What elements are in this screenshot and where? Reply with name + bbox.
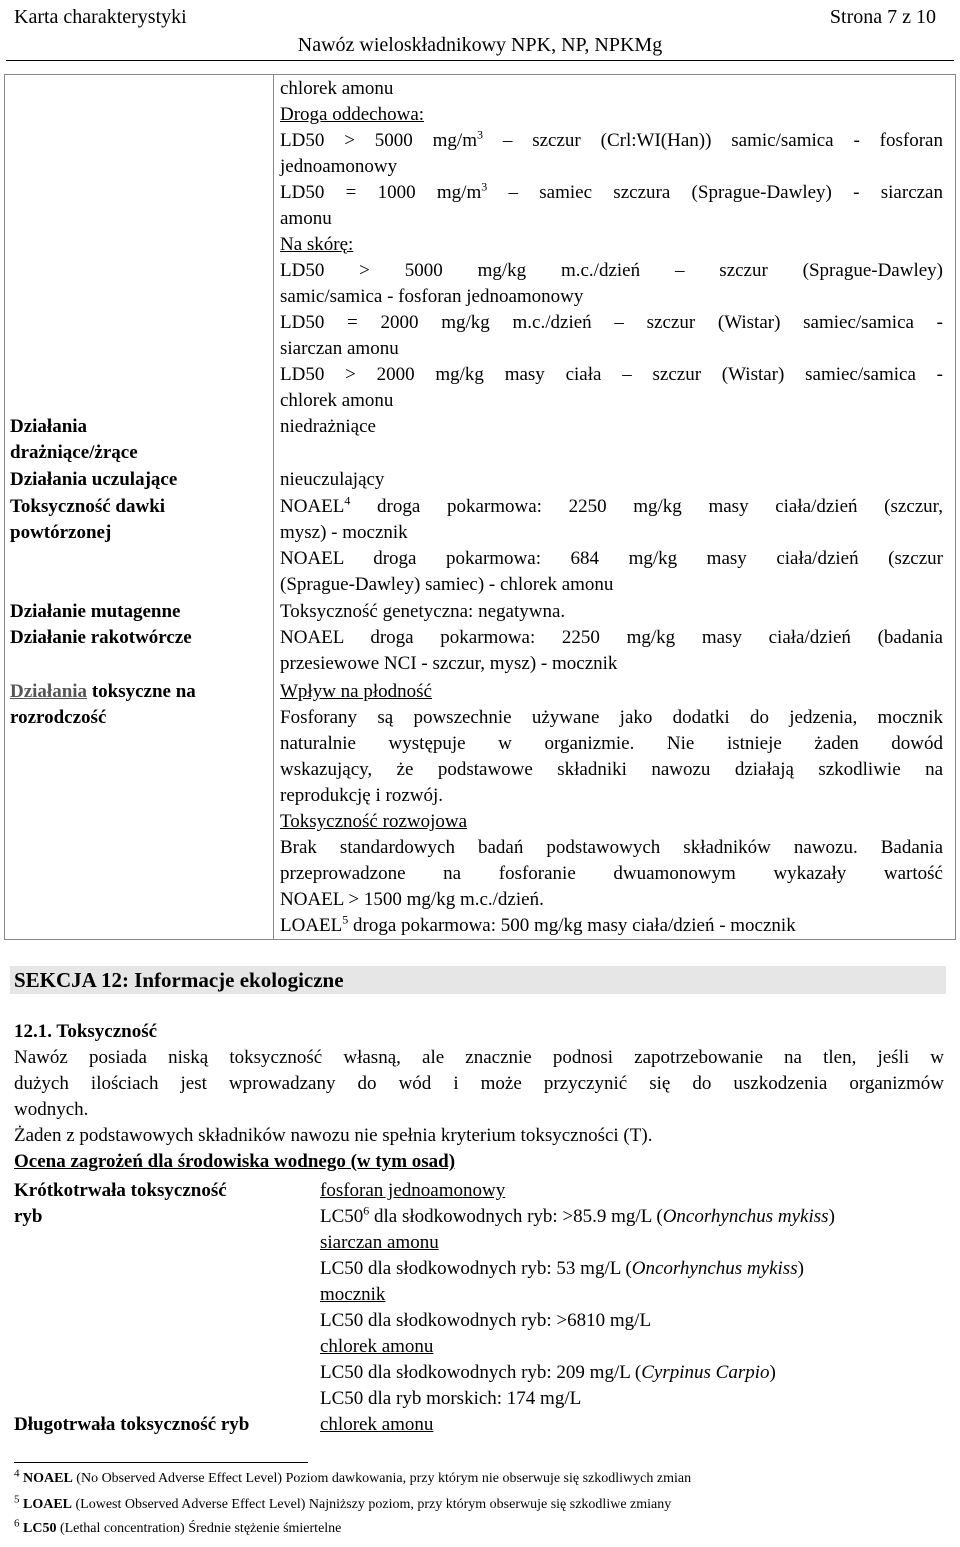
- text-line: Żaden z podstawowych składników nawozu nie spełnia kryterium toksyczności (T).: [14, 1125, 653, 1146]
- text-line: przesiewowe NCI - szczur, mysz) - mocznik: [280, 653, 618, 674]
- text-line: Fosforany są powszechnie używane jako dodatki do jedzenia, mocznik: [280, 707, 943, 728]
- text-line: LC50 dla słodkowodnych ryb: >6810 mg/L: [320, 1310, 652, 1331]
- text-line: mysz) - mocznik: [280, 522, 408, 543]
- carcinogenicity-label: Działanie rakotwórcze: [10, 627, 192, 648]
- page-number: Strona 7 z 10: [829, 6, 936, 28]
- irritation-label: Działania drażniące/żrące: [10, 416, 138, 463]
- text-line: Nawóz posiada niską toksyczność własną, ale znacznie podnosi zapotrzebowanie na tlen, jeśli w: [14, 1047, 944, 1068]
- aquatic-assessment-heading: Ocena zagrożeń dla środowiska wodnego (w tym osad): [14, 1151, 456, 1172]
- text-line: wodnych.: [14, 1099, 89, 1120]
- reproductive-label: Działania toksyczne na rozrodczość: [10, 681, 196, 728]
- text-line: samic/samica - fosforan jednoamonowy: [280, 286, 584, 307]
- text-line: jednoamonowy: [280, 156, 398, 177]
- mutagenicity-value: Toksyczność genetyczna: negatywna.: [280, 601, 566, 622]
- substance-name: siarczan amonu: [320, 1232, 439, 1253]
- text-line: LC50 dla słodkowodnych ryb: 209 mg/L (Cyrpinus Carpio): [320, 1362, 776, 1383]
- sensitisation-label: Działania uczulające: [10, 469, 178, 490]
- text-line: siarczan amonu: [280, 338, 399, 359]
- substance-name: fosforan jednoamonowy: [320, 1180, 506, 1201]
- text-line: NOAEL droga pokarmowa: 2250 mg/kg masy ciała/dzień (badania: [280, 627, 943, 648]
- carcinogenicity-values: [280, 625, 943, 677]
- footnote-6: $^6$ LC50 (Lethal concentration) Średnie stężenie śmiertelne: [14, 1517, 342, 1536]
- text-line: Brak standardowych badań podstawowych składników nawozu. Badania: [280, 837, 943, 858]
- text-line: naturalnie występuje w organizmie. Nie istnieje żaden dowód: [280, 733, 943, 754]
- inhalation-heading: Droga oddechowa:: [280, 104, 425, 125]
- text-line: NOAEL$^4$ droga pokarmowa: 2250 mg/kg masy ciała/dzień (szczur,: [280, 493, 943, 517]
- dermal-heading: Na skórę:: [280, 234, 354, 255]
- text-line: chlorek amonu: [280, 390, 394, 411]
- sensitisation-value: nieuczulający: [280, 469, 385, 490]
- footnote-5: $^5$ LOAEL (Lowest Observed Adverse Effect Level) Najniższy poziom, przy którym obserwuje się szkodliwe zmiany: [14, 1493, 672, 1512]
- text-line: LOAEL$^5$ droga pokarmowa: 500 mg/kg masy ciała/dzień - mocznik: [280, 912, 796, 936]
- substance-name: chlorek amonu: [320, 1414, 434, 1435]
- substance-name: chlorek amonu: [320, 1336, 434, 1357]
- header-divider: [6, 60, 954, 61]
- footnote-divider: [14, 1462, 308, 1463]
- fertility-heading: Wpływ na płodność: [280, 681, 432, 702]
- text-line: $LC50^6$ dla słodkowodnych ryb: >85.9 mg/L (Oncorhynchus mykiss): [320, 1203, 835, 1227]
- repeated-dose-label: Toksyczność dawki powtórzonej: [10, 496, 166, 543]
- text-line: dużych ilościach jest wprowadzany do wód i może przyczynić się do uszkodzenia organizmów: [14, 1073, 944, 1094]
- text-line: chlorek amonu: [280, 78, 394, 99]
- subsection-title: 12.1. Toksyczność: [14, 1021, 158, 1042]
- developmental-heading: Toksyczność rozwojowa: [280, 811, 468, 832]
- text-line: przeprowadzone na fosforanie dwuamonowym wykazały wartość: [280, 863, 943, 884]
- text-line: LD50 > 2000 mg/kg masy ciała – szczur (Wistar) samiec/samica -: [280, 364, 943, 385]
- toxicity-section: [14, 1019, 944, 1175]
- product-name: Nawóz wieloskładnikowy NPK, NP, NPKMg: [297, 34, 663, 56]
- text-line: LC50 dla ryb morskich: 174 mg/L: [320, 1388, 582, 1409]
- acute-toxicity-values: [280, 76, 943, 414]
- mutagenicity-label: Działanie mutagenne: [10, 601, 181, 622]
- long-term-fish-label: Długotrwała toksyczność ryb: [14, 1414, 250, 1435]
- text-line: LD50 = 1000 $mg/m^3$ – samiec szczura (Sprague-Dawley) - siarczan: [280, 179, 943, 203]
- text-line: wskazujący, że podstawowe składniki nawozu działają szkodliwie na: [280, 759, 943, 780]
- text-line: LD50 > 5000 $mg/m^3$ – szczur (Crl:WI(Han)) samic/samica - fosforan: [280, 127, 943, 151]
- text-line: LC50 dla słodkowodnych ryb: 53 mg/L (Oncorhynchus mykiss): [320, 1258, 804, 1279]
- text-line: NOAEL droga pokarmowa: 684 mg/kg masy ciała/dzień (szczur: [280, 548, 943, 569]
- footnote-4: $^4$ NOAEL (No Observed Adverse Effect Level) Poziom dawkowania, przy którym nie obserwuje się szkodliwych zmian: [14, 1467, 692, 1486]
- short-term-fish-values: [320, 1178, 835, 1412]
- text-line: LD50 > 5000 mg/kg m.c./dzień – szczur (Sprague-Dawley): [280, 260, 943, 281]
- text-line: NOAEL > 1500 mg/kg m.c./dzień.: [280, 889, 544, 910]
- column-divider: [273, 75, 274, 939]
- text-line: amonu: [280, 208, 332, 229]
- reproductive-link[interactable]: Działania: [10, 681, 88, 702]
- long-term-fish-value: [320, 1412, 433, 1438]
- reproductive-values: [280, 679, 943, 939]
- substance-name: mocznik: [320, 1284, 386, 1305]
- repeated-dose-values: [280, 494, 943, 598]
- irritation-value: niedrażniące: [280, 416, 376, 437]
- text-line: reprodukcję i rozwój.: [280, 785, 444, 806]
- text-line: LD50 = 2000 mg/kg m.c./dzień – szczur (Wistar) samiec/samica -: [280, 312, 943, 333]
- doc-title: Karta charakterystyki: [14, 6, 187, 28]
- short-term-fish-label: Krótkotrwała toksyczność ryb: [14, 1180, 227, 1227]
- section-title: SEKCJA 12: Informacje ekologiczne: [14, 968, 344, 992]
- text-line: (Sprague-Dawley) samiec) - chlorek amonu: [280, 574, 614, 595]
